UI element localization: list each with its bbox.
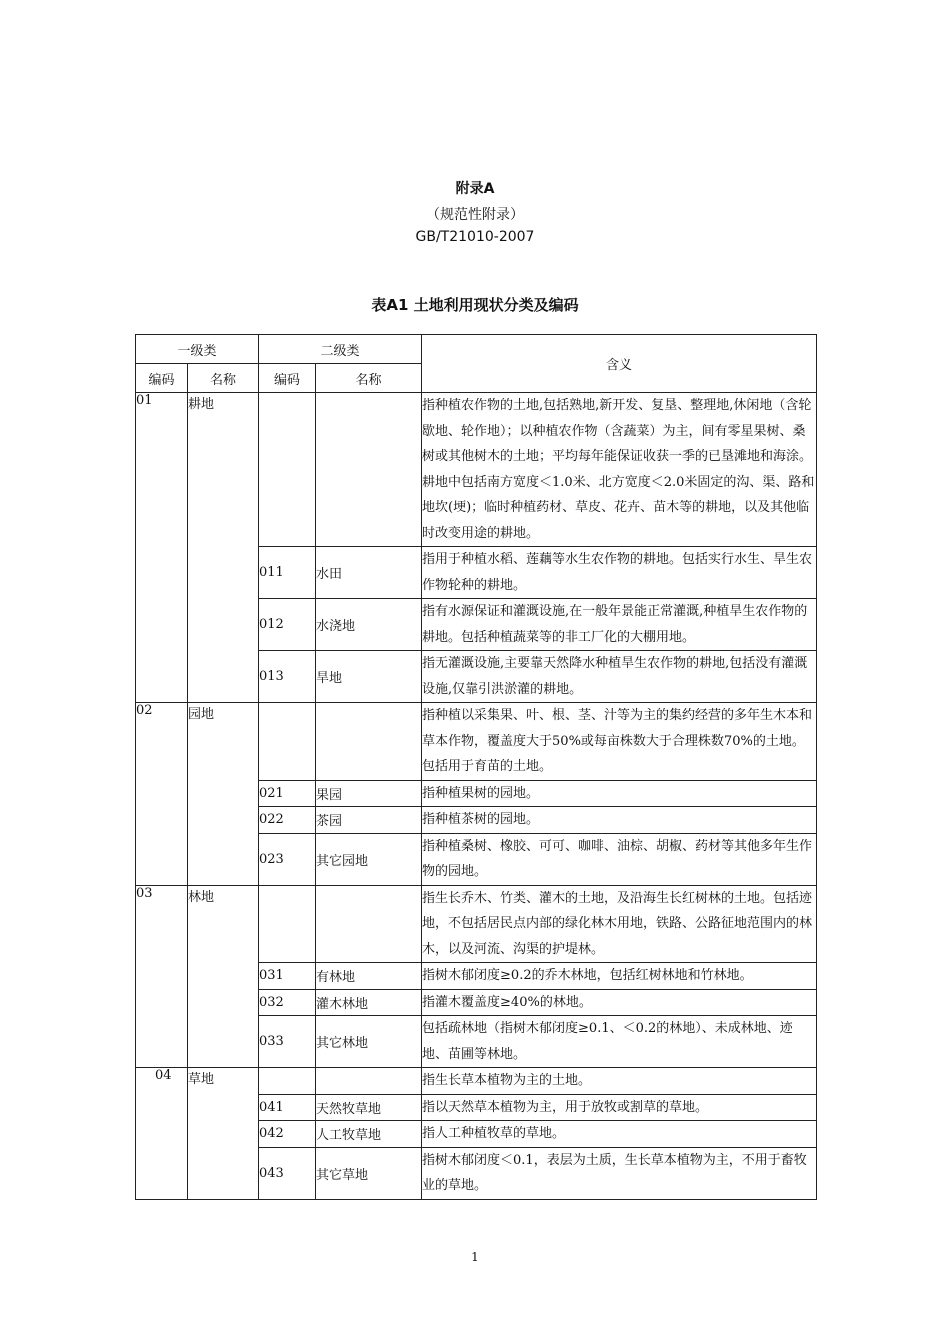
level2-desc: 指有水源保证和灌溉设施,在一般年景能正常灌溉,种植旱生农作物的耕地。包括种植蔬菜等的非工厂化的大棚用地。 bbox=[422, 599, 817, 651]
level2-code: 043 bbox=[259, 1147, 316, 1199]
level1-code: 02 bbox=[136, 703, 188, 886]
header-level2: 二级类 bbox=[259, 335, 422, 364]
table-row bbox=[136, 885, 817, 963]
level2-name: 天然牧草地 bbox=[316, 1094, 422, 1121]
level2-name: 旱地 bbox=[316, 651, 422, 703]
level2-code: 041 bbox=[259, 1094, 316, 1121]
level2-code: 012 bbox=[259, 599, 316, 651]
level2-code: 011 bbox=[259, 547, 316, 599]
level1-code: 03 bbox=[136, 885, 188, 1068]
level1-desc: 指种植以采集果、叶、根、茎、汁等为主的集约经营的多年生木本和草本作物，覆盖度大于50%或每亩株数大于合理株数70%的土地。包括用于育苗的土地。 bbox=[422, 703, 817, 781]
level2-name: 人工牧草地 bbox=[316, 1121, 422, 1148]
level2-desc: 指种植果树的园地。 bbox=[422, 780, 817, 807]
table-title: 表A1 土地利用现状分类及编码 bbox=[371, 296, 579, 314]
level2-code: 031 bbox=[259, 963, 316, 990]
level1-desc: 指生长草本植物为主的土地。 bbox=[422, 1068, 817, 1095]
level2-desc: 指灌木覆盖度≥40%的林地。 bbox=[422, 989, 817, 1016]
level2-name: 茶园 bbox=[316, 807, 422, 834]
level2-code: 021 bbox=[259, 780, 316, 807]
level2-desc: 指树木郁闭度≥0.2的乔木林地，包括红树林地和竹林地。 bbox=[422, 963, 817, 990]
level2-code: 033 bbox=[259, 1016, 316, 1068]
level2-desc: 指人工种植牧草的草地。 bbox=[422, 1121, 817, 1148]
level2-name: 其它林地 bbox=[316, 1016, 422, 1068]
level2-code: 032 bbox=[259, 989, 316, 1016]
land-use-table bbox=[135, 334, 817, 1200]
level1-code: 04 bbox=[136, 1068, 188, 1200]
header-name-level1: 名称 bbox=[188, 364, 259, 393]
level1-desc: 指种植农作物的土地,包括熟地,新开发、复垦、整理地,休闲地（含轮歇地、轮作地）；以种植农作物（含蔬菜）为主，间有零星果树、桑树或其他树木的土地；平均每年能保证收获一季的已垦滩地和海涂。耕地中包括南方宽度＜1.0米、北方宽度＜2.0米固定的沟、渠、路和地坎(埂)；临时种植药材、草皮、花卉、苗木等的耕地，以及其他临时改变用途的耕地。 bbox=[422, 393, 817, 547]
level1-code: 01 bbox=[136, 393, 188, 703]
level2-code: 013 bbox=[259, 651, 316, 703]
table-row bbox=[136, 393, 817, 547]
header-name-level2: 名称 bbox=[316, 364, 422, 393]
level1-desc: 指生长乔木、竹类、灌木的土地，及沿海生长红树林的土地。包括迹地，不包括居民点内部的绿化林木用地，铁路、公路征地范围内的林木，以及河流、沟渠的护堤林。 bbox=[422, 885, 817, 963]
level2-name: 水浇地 bbox=[316, 599, 422, 651]
level2-code: 042 bbox=[259, 1121, 316, 1148]
header-code-level2: 编码 bbox=[259, 364, 316, 393]
header-meaning: 含义 bbox=[422, 335, 817, 393]
level2-name: 其它园地 bbox=[316, 833, 422, 885]
level2-desc: 指种植桑树、橡胶、可可、咖啡、油棕、胡椒、药材等其他多年生作物的园地。 bbox=[422, 833, 817, 885]
level2-name: 水田 bbox=[316, 547, 422, 599]
level2-name: 灌木林地 bbox=[316, 989, 422, 1016]
level1-name: 耕地 bbox=[188, 393, 259, 703]
table-row bbox=[136, 703, 817, 781]
level2-code: 023 bbox=[259, 833, 316, 885]
level1-name: 园地 bbox=[188, 703, 259, 886]
level2-name: 其它草地 bbox=[316, 1147, 422, 1199]
level2-desc: 指用于种植水稻、莲藕等水生农作物的耕地。包括实行水生、旱生农作物轮种的耕地。 bbox=[422, 547, 817, 599]
level2-desc: 包括疏林地（指树木郁闭度≥0.1、＜0.2的林地）、未成林地、迹地、苗圃等林地。 bbox=[422, 1016, 817, 1068]
level2-desc: 指种植茶树的园地。 bbox=[422, 807, 817, 834]
standard-number: GB/T21010-2007 bbox=[415, 229, 535, 245]
appendix-title: 附录A bbox=[455, 181, 495, 197]
level2-name: 果园 bbox=[316, 780, 422, 807]
table-row bbox=[136, 1068, 817, 1095]
level2-desc: 指无灌溉设施,主要靠天然降水种植旱生农作物的耕地,包括没有灌溉设施,仅靠引洪淤灌的耕地。 bbox=[422, 651, 817, 703]
level2-desc: 指以天然草本植物为主，用于放牧或割草的草地。 bbox=[422, 1094, 817, 1121]
level2-code: 022 bbox=[259, 807, 316, 834]
header-code-level1: 编码 bbox=[136, 364, 188, 393]
level1-name: 草地 bbox=[188, 1068, 259, 1200]
level2-name: 有林地 bbox=[316, 963, 422, 990]
level2-desc: 指树木郁闭度＜0.1，表层为土质，生长草本植物为主，不用于畜牧业的草地。 bbox=[422, 1147, 817, 1199]
header-level1: 一级类 bbox=[136, 335, 259, 364]
page-number: 1 bbox=[471, 1250, 479, 1264]
appendix-subtitle: （规范性附录） bbox=[426, 207, 524, 223]
level1-name: 林地 bbox=[188, 885, 259, 1068]
